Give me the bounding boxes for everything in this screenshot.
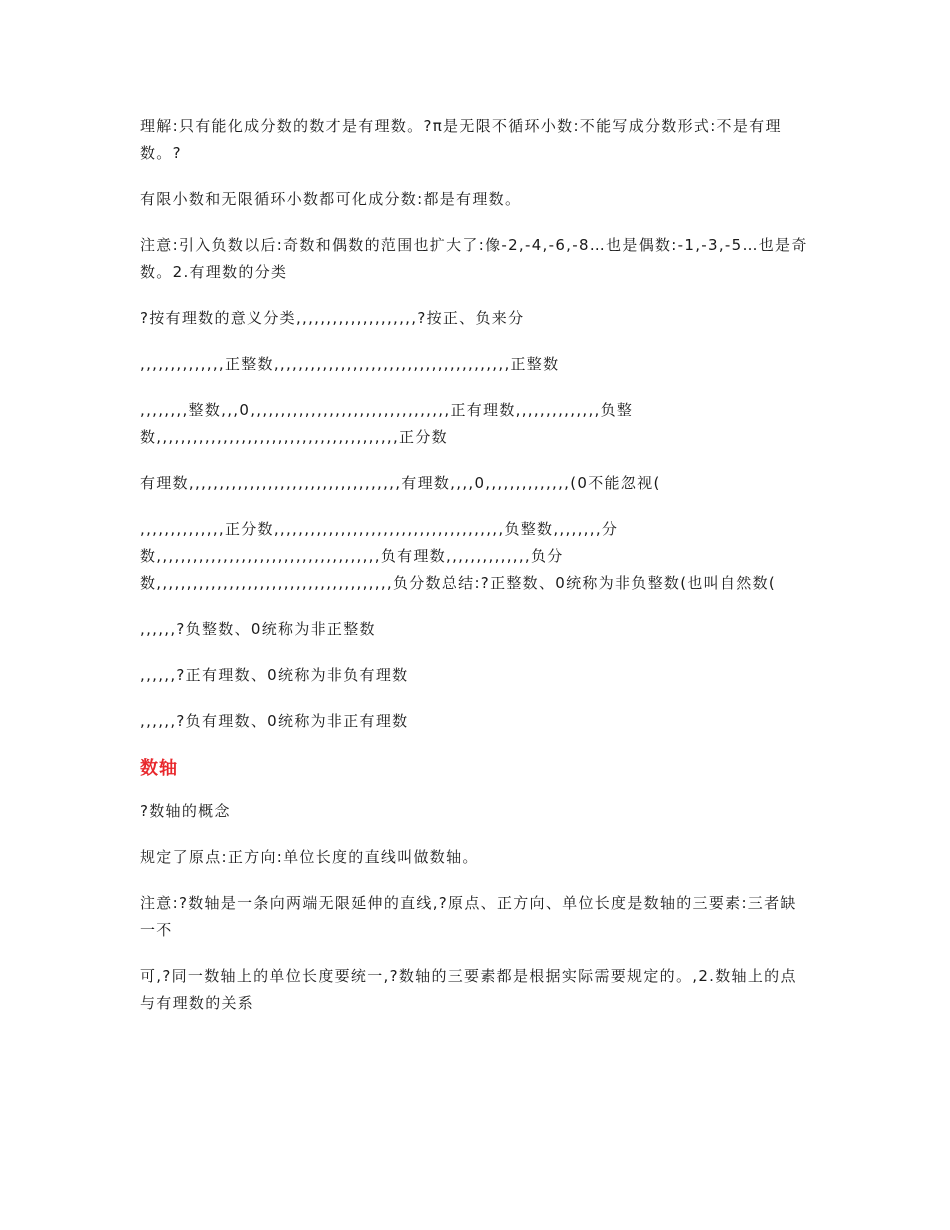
paragraph-rational-definition: 理解:只有能化成分数的数才是有理数。?π是无限不循环小数:不能写成分数形式:不是有理数。? (140, 117, 782, 162)
paragraph-number-line-note: 注意:?数轴是一条向两端无限延伸的直线,?原点、正方向、单位长度是数轴的三要素:三者缺一不 (140, 894, 797, 939)
paragraph-odd-even-note: 注意:引入负数以后:奇数和偶数的范围也扩大了:像-2,-4,-6,-8…也是偶数:-1,-3,-5…也是奇数。2.有理数的分类 (140, 236, 808, 281)
section-heading-number-line: 数轴 (140, 758, 178, 779)
paragraph-non-positive-integers: ,,,,,,?负整数、0统称为非正整数 (140, 620, 376, 638)
paragraph-non-negative-rationals: ,,,,,,?正有理数、0统称为非负有理数 (140, 666, 409, 684)
paragraph-fractions-summary: ,,,,,,,,,,,,,,正分数,,,,,,,,,,,,,,,,,,,,,,,,,,,,,,,,,,,,,,负整数,,,,,,,,分数,,,,,,,,,,,,,,,,,,,,,,,,,,,,,,,,,,,,,负有理数,,,,,,,,,,,,,,负分数,,,,,,,,,,,,,,,,,,,,,,,,,,,,,,,,,,,,,,,负分数总结:?正整数、0统称为非负整数(也叫自然数( (140, 520, 777, 592)
paragraph-rational-zero: 有理数,,,,,,,,,,,,,,,,,,,,,,,,,,,,,,,,,,,有理数,,,,0,,,,,,,,,,,,,,(0不能忽视( (140, 474, 661, 492)
paragraph-number-line-points: 可,?同一数轴上的单位长度要统一,?数轴的三要素都是根据实际需要规定的。,2.数轴上的点与有理数的关系 (140, 967, 797, 1012)
paragraph-finite-decimals: 有限小数和无限循环小数都可化成分数:都是有理数。 (140, 190, 522, 208)
paragraph-positive-integers: ,,,,,,,,,,,,,,正整数,,,,,,,,,,,,,,,,,,,,,,,,,,,,,,,,,,,,,,,正整数 (140, 355, 560, 373)
paragraph-classification-methods: ?按有理数的意义分类,,,,,,,,,,,,,,,,,,,,?按正、负来分 (140, 309, 525, 327)
document-body (140, 113, 812, 1036)
paragraph-integers-zero: ,,,,,,,,整数,,,0,,,,,,,,,,,,,,,,,,,,,,,,,,,,,,,,,正有理数,,,,,,,,,,,,,,负整数,,,,,,,,,,,,,,,,,,,,,,,,,,,,,,,,,,,,,,,,正分数 (140, 401, 634, 446)
paragraph-non-positive-rationals: ,,,,,,?负有理数、0统称为非正有理数 (140, 712, 409, 730)
paragraph-number-line-concept: ?数轴的概念 (140, 802, 231, 820)
paragraph-number-line-definition: 规定了原点:正方向:单位长度的直线叫做数轴。 (140, 848, 479, 866)
